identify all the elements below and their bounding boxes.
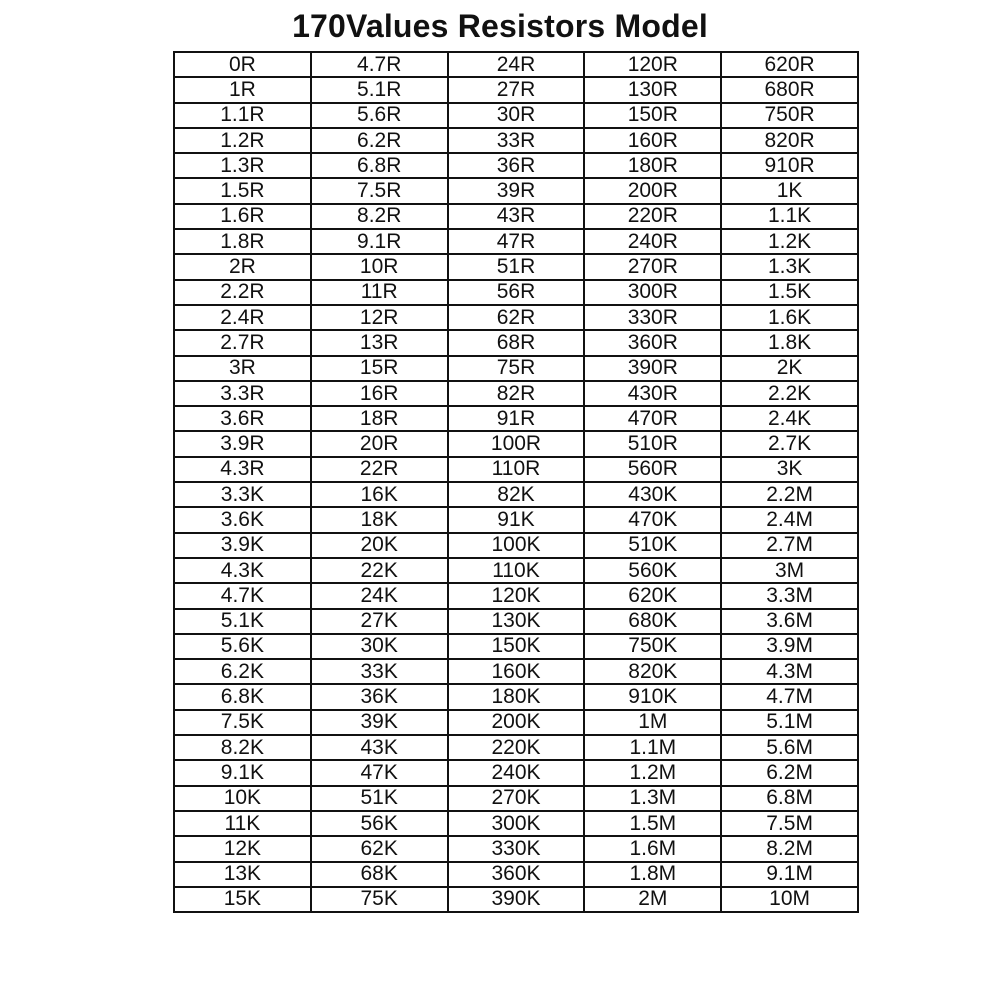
resistor-value-cell: 6.8K (174, 684, 311, 709)
table-row (174, 356, 858, 381)
resistor-value-cell: 150K (448, 634, 585, 659)
resistor-value-cell: 1.5M (584, 811, 721, 836)
resistor-value-cell: 1.1M (584, 735, 721, 760)
resistor-value-cell: 15K (174, 887, 311, 912)
resistor-value-cell: 3R (174, 356, 311, 381)
resistor-value-cell: 2.2M (721, 482, 858, 507)
resistor-value-cell: 62K (311, 836, 448, 861)
resistor-value-cell: 120R (584, 52, 721, 77)
resistor-value-cell: 240K (448, 760, 585, 785)
resistor-value-cell: 300K (448, 811, 585, 836)
resistor-value-cell: 2.4M (721, 507, 858, 532)
resistor-value-cell: 6.2M (721, 760, 858, 785)
resistor-value-cell: 3.3M (721, 583, 858, 608)
resistor-value-cell: 16K (311, 482, 448, 507)
resistor-value-cell: 5.6M (721, 735, 858, 760)
resistor-value-cell: 1.5R (174, 178, 311, 203)
resistor-value-cell: 5.1K (174, 609, 311, 634)
resistor-value-cell: 68K (311, 862, 448, 887)
resistor-value-cell: 1.6K (721, 305, 858, 330)
resistor-value-cell: 18K (311, 507, 448, 532)
resistor-value-cell: 91R (448, 406, 585, 431)
resistor-value-cell: 68R (448, 330, 585, 355)
resistor-value-cell: 24K (311, 583, 448, 608)
resistor-value-cell: 3.9R (174, 431, 311, 456)
resistor-value-cell: 200R (584, 178, 721, 203)
resistor-value-cell: 13K (174, 862, 311, 887)
table-row (174, 634, 858, 659)
resistor-value-cell: 5.1M (721, 710, 858, 735)
resistor-value-cell: 12R (311, 305, 448, 330)
resistor-value-cell: 56R (448, 280, 585, 305)
table-row (174, 381, 858, 406)
resistor-value-cell: 8.2K (174, 735, 311, 760)
resistor-value-cell: 3M (721, 558, 858, 583)
resistor-value-cell: 200K (448, 710, 585, 735)
resistor-value-cell: 18R (311, 406, 448, 431)
resistor-value-cell: 10R (311, 254, 448, 279)
resistor-value-cell: 5.6K (174, 634, 311, 659)
resistor-value-cell: 10M (721, 887, 858, 912)
resistor-value-cell: 6.8M (721, 786, 858, 811)
resistor-value-cell: 330K (448, 836, 585, 861)
resistor-value-cell: 2.2K (721, 381, 858, 406)
resistor-value-cell: 3.6M (721, 609, 858, 634)
resistor-value-cell: 39R (448, 178, 585, 203)
resistor-value-cell: 4.3K (174, 558, 311, 583)
resistor-value-cell: 7.5K (174, 710, 311, 735)
resistor-value-cell: 5.6R (311, 103, 448, 128)
resistor-value-cell: 2M (584, 887, 721, 912)
table-row (174, 836, 858, 861)
resistor-value-cell: 91K (448, 507, 585, 532)
resistor-value-cell: 22K (311, 558, 448, 583)
resistor-value-cell: 30K (311, 634, 448, 659)
table-row (174, 305, 858, 330)
resistor-value-cell: 9.1K (174, 760, 311, 785)
table-row (174, 229, 858, 254)
resistor-value-cell: 510R (584, 431, 721, 456)
resistor-value-cell: 75K (311, 887, 448, 912)
table-row (174, 52, 858, 77)
resistor-value-cell: 1.8R (174, 229, 311, 254)
resistor-value-cell: 6.2R (311, 128, 448, 153)
resistor-value-cell: 3.9K (174, 533, 311, 558)
resistor-value-cell: 43K (311, 735, 448, 760)
resistor-value-cell: 300R (584, 280, 721, 305)
table-row (174, 280, 858, 305)
resistor-value-cell: 110R (448, 457, 585, 482)
resistor-value-cell: 620R (721, 52, 858, 77)
resistor-value-cell: 33K (311, 659, 448, 684)
resistor-value-cell: 470R (584, 406, 721, 431)
resistor-value-cell: 390R (584, 356, 721, 381)
resistor-value-cell: 36R (448, 153, 585, 178)
resistor-value-cell: 110K (448, 558, 585, 583)
resistor-value-cell: 130R (584, 77, 721, 102)
resistor-value-cell: 51K (311, 786, 448, 811)
resistor-value-cell: 3.3K (174, 482, 311, 507)
resistor-value-cell: 1.3K (721, 254, 858, 279)
resistor-value-cell: 1K (721, 178, 858, 203)
table-row (174, 862, 858, 887)
resistor-value-cell: 3.6R (174, 406, 311, 431)
table-row (174, 735, 858, 760)
resistor-value-cell: 33R (448, 128, 585, 153)
table-row (174, 507, 858, 532)
resistor-value-cell: 43R (448, 204, 585, 229)
table-row (174, 609, 858, 634)
table-row (174, 760, 858, 785)
table-row (174, 330, 858, 355)
resistor-value-cell: 1R (174, 77, 311, 102)
resistor-value-cell: 360K (448, 862, 585, 887)
table-row (174, 457, 858, 482)
resistor-value-cell: 10K (174, 786, 311, 811)
resistor-value-cell: 24R (448, 52, 585, 77)
resistor-value-cell: 1.1R (174, 103, 311, 128)
table-row (174, 128, 858, 153)
resistor-value-cell: 22R (311, 457, 448, 482)
resistor-value-cell: 680R (721, 77, 858, 102)
resistor-value-cell: 390K (448, 887, 585, 912)
resistor-value-cell: 2.7M (721, 533, 858, 558)
resistor-value-cell: 2R (174, 254, 311, 279)
table-row (174, 583, 858, 608)
resistor-value-cell: 1.1K (721, 204, 858, 229)
resistor-value-cell: 30R (448, 103, 585, 128)
table-row (174, 153, 858, 178)
resistor-value-cell: 82K (448, 482, 585, 507)
table-row (174, 204, 858, 229)
resistor-value-cell: 16R (311, 381, 448, 406)
resistor-value-cell: 7.5M (721, 811, 858, 836)
resistor-value-cell: 9.1R (311, 229, 448, 254)
resistor-value-cell: 2.7K (721, 431, 858, 456)
resistor-value-cell: 910K (584, 684, 721, 709)
resistor-value-cell: 12K (174, 836, 311, 861)
resistor-value-cell: 150R (584, 103, 721, 128)
resistor-value-cell: 51R (448, 254, 585, 279)
resistor-value-cell: 270R (584, 254, 721, 279)
resistor-value-cell: 27K (311, 609, 448, 634)
resistor-value-cell: 6.2K (174, 659, 311, 684)
resistor-value-cell: 11R (311, 280, 448, 305)
table-row (174, 811, 858, 836)
resistor-value-cell: 130K (448, 609, 585, 634)
resistor-value-cell: 100K (448, 533, 585, 558)
table-row (174, 786, 858, 811)
resistor-value-cell: 560R (584, 457, 721, 482)
resistor-value-cell: 13R (311, 330, 448, 355)
resistor-value-cell: 180R (584, 153, 721, 178)
resistor-value-cell: 6.8R (311, 153, 448, 178)
resistor-value-cell: 750K (584, 634, 721, 659)
resistor-value-cell: 220R (584, 204, 721, 229)
resistor-value-cell: 20K (311, 533, 448, 558)
table-row (174, 684, 858, 709)
resistor-value-cell: 330R (584, 305, 721, 330)
resistor-value-cell: 160R (584, 128, 721, 153)
resistor-value-cell: 100R (448, 431, 585, 456)
resistor-value-cell: 11K (174, 811, 311, 836)
resistor-value-cell: 1.6R (174, 204, 311, 229)
resistor-value-cell: 4.7R (311, 52, 448, 77)
resistor-value-cell: 8.2M (721, 836, 858, 861)
resistor-value-cell: 2.2R (174, 280, 311, 305)
resistor-value-cell: 5.1R (311, 77, 448, 102)
resistor-value-cell: 510K (584, 533, 721, 558)
resistor-value-cell: 82R (448, 381, 585, 406)
resistor-value-cell: 820K (584, 659, 721, 684)
table-row (174, 659, 858, 684)
resistor-value-cell: 360R (584, 330, 721, 355)
resistor-value-cell: 2.4K (721, 406, 858, 431)
resistor-value-cell: 0R (174, 52, 311, 77)
table-row (174, 887, 858, 912)
resistor-value-cell: 1.3M (584, 786, 721, 811)
table-row (174, 533, 858, 558)
table-row (174, 482, 858, 507)
resistor-value-cell: 1.8M (584, 862, 721, 887)
resistor-value-cell: 7.5R (311, 178, 448, 203)
resistor-value-cell: 1.3R (174, 153, 311, 178)
resistor-value-cell: 2.4R (174, 305, 311, 330)
resistor-value-cell: 240R (584, 229, 721, 254)
resistor-value-cell: 1M (584, 710, 721, 735)
resistor-value-cell: 1.2R (174, 128, 311, 153)
resistor-value-cell: 3.9M (721, 634, 858, 659)
resistor-value-cell: 2.7R (174, 330, 311, 355)
resistor-value-cell: 1.8K (721, 330, 858, 355)
resistor-value-cell: 62R (448, 305, 585, 330)
table-row (174, 77, 858, 102)
resistor-value-cell: 3K (721, 457, 858, 482)
resistor-value-cell: 3.3R (174, 381, 311, 406)
resistor-value-cell: 120K (448, 583, 585, 608)
resistor-value-cell: 4.7K (174, 583, 311, 608)
resistor-value-cell: 39K (311, 710, 448, 735)
resistor-value-cell: 560K (584, 558, 721, 583)
table-row (174, 406, 858, 431)
resistor-value-cell: 750R (721, 103, 858, 128)
table-row (174, 431, 858, 456)
resistor-values-table (173, 51, 859, 913)
table-row (174, 103, 858, 128)
table-row (174, 254, 858, 279)
resistor-value-cell: 1.2M (584, 760, 721, 785)
resistor-value-cell: 27R (448, 77, 585, 102)
resistor-value-cell: 430R (584, 381, 721, 406)
table-row (174, 178, 858, 203)
resistor-value-cell: 430K (584, 482, 721, 507)
resistor-value-cell: 4.7M (721, 684, 858, 709)
resistor-value-cell: 47K (311, 760, 448, 785)
resistor-value-cell: 15R (311, 356, 448, 381)
resistor-value-cell: 180K (448, 684, 585, 709)
resistor-value-cell: 220K (448, 735, 585, 760)
resistor-value-cell: 160K (448, 659, 585, 684)
table-row (174, 710, 858, 735)
resistor-value-cell: 820R (721, 128, 858, 153)
resistor-value-cell: 1.5K (721, 280, 858, 305)
resistor-value-cell: 36K (311, 684, 448, 709)
resistor-value-cell: 56K (311, 811, 448, 836)
resistor-value-cell: 910R (721, 153, 858, 178)
resistor-value-cell: 8.2R (311, 204, 448, 229)
resistor-value-cell: 75R (448, 356, 585, 381)
resistor-value-cell: 4.3R (174, 457, 311, 482)
resistor-value-cell: 1.2K (721, 229, 858, 254)
resistor-value-cell: 620K (584, 583, 721, 608)
resistor-value-cell: 680K (584, 609, 721, 634)
table-row (174, 558, 858, 583)
resistor-value-cell: 470K (584, 507, 721, 532)
resistor-value-cell: 47R (448, 229, 585, 254)
resistor-value-cell: 2K (721, 356, 858, 381)
page-title: 170Values Resistors Model (292, 8, 708, 44)
table-body (174, 52, 858, 912)
resistor-value-cell: 1.6M (584, 836, 721, 861)
resistor-value-cell: 9.1M (721, 862, 858, 887)
resistor-value-cell: 270K (448, 786, 585, 811)
resistor-value-cell: 4.3M (721, 659, 858, 684)
resistor-value-cell: 3.6K (174, 507, 311, 532)
resistor-value-cell: 20R (311, 431, 448, 456)
